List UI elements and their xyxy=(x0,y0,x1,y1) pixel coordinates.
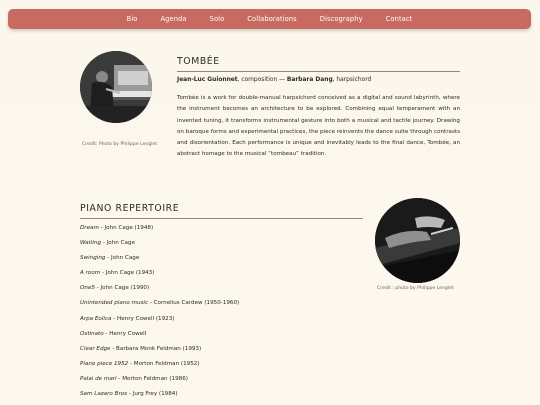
repertoire-photo-credit: Credit : photo by Philippe Lenglet xyxy=(377,286,454,291)
nav-item-bio[interactable]: Bio xyxy=(126,15,138,23)
work-title: Palai de mari xyxy=(80,375,117,382)
composer-name: Jean-Luc Guionnet xyxy=(177,77,238,83)
work-info: - Morton Feldman (1952) xyxy=(128,360,200,367)
list-item xyxy=(80,267,239,282)
list-item xyxy=(80,252,239,267)
list-item xyxy=(80,297,239,312)
list-item xyxy=(80,282,239,297)
repertoire-title-divider xyxy=(80,218,363,219)
tombee-photo xyxy=(80,51,152,123)
nav-item-agenda[interactable]: Agenda xyxy=(160,15,187,23)
list-item xyxy=(80,343,239,358)
nav-item-collaborations[interactable]: Collaborations xyxy=(247,15,297,23)
work-info: - John Cage (1990) xyxy=(94,285,150,292)
work-title: Unintended piano music xyxy=(80,300,149,307)
nav-item-discography[interactable]: Discography xyxy=(319,15,363,23)
work-title: Arpa Eolica xyxy=(80,315,112,322)
work-title: Swinging xyxy=(80,255,106,262)
nav-item-solo[interactable]: Solo xyxy=(209,15,225,23)
repertoire-title: PIANO REPERTOIRE xyxy=(80,203,180,214)
work-info: - Jurg Frey (1984) xyxy=(127,391,178,398)
list-item xyxy=(80,328,239,343)
work-info: - Morton Feldman (1986) xyxy=(116,375,188,382)
work-title: Piano piece 1952 xyxy=(80,360,129,367)
work-title: Dream xyxy=(80,225,99,231)
work-info: - Barbara Monk Feldman (1993) xyxy=(110,345,202,352)
list-item xyxy=(80,313,239,328)
work-info: - John Cage (1943) xyxy=(100,270,155,277)
work-info: - Henry Cowell (1923) xyxy=(111,315,175,322)
work-info: - John Cage (1948) xyxy=(98,225,154,231)
composer-role: , composition — xyxy=(237,77,287,83)
piano-hands-image xyxy=(375,198,460,283)
tombee-photo-credit: Credit: Photo by Philippe Lenglet xyxy=(82,142,158,147)
repertoire-list xyxy=(80,222,239,403)
work-info: - John Cage xyxy=(105,255,140,262)
list-item xyxy=(80,358,239,373)
nav-list xyxy=(115,15,424,23)
repertoire-photo xyxy=(375,198,460,283)
work-title: A room xyxy=(80,270,101,277)
list-item xyxy=(80,222,239,237)
tombee-title-divider xyxy=(177,71,460,72)
tombee-title: TOMBÉE xyxy=(177,56,220,67)
main-navigation xyxy=(8,9,531,29)
work-title: Waiting xyxy=(80,240,102,247)
work-info: - John Cage xyxy=(101,240,135,247)
harpsichord-performer-image xyxy=(80,51,152,123)
work-info: - Henry Cowell xyxy=(103,330,147,337)
work-title: Sam Lazaro Bros xyxy=(80,391,128,398)
work-info: - Cornelius Cardew (1950-1960) xyxy=(148,300,240,307)
work-title: Clear Edge xyxy=(80,345,111,352)
list-item xyxy=(80,237,239,252)
list-item xyxy=(80,373,239,388)
performer-name: Barbara Dang xyxy=(286,77,333,83)
nav-item-contact[interactable]: Contact xyxy=(385,15,413,23)
work-title: One5 xyxy=(80,285,95,292)
work-title: Ostinato xyxy=(80,330,104,337)
list-item xyxy=(80,388,239,403)
tombee-description: Tombée is a work for double-manual harpsichord conceived as a digital and sound labyrinth, where the instrument becomes an architecture to be explored. Combining equal temperament with an invented tuning, it transforms instrumental gesture into both a musical and tactile journey. Drawing on baroque forms and experimental practices, the piece reinvents the dance suite through contrasts and disorientation. Each performance is unique and inevitably leads to the final dance, Tombée, an abstract homage to the musical “tombeau” tradition. xyxy=(177,95,460,158)
tombee-byline xyxy=(177,77,371,83)
performer-role: , harpsichord xyxy=(332,77,372,83)
